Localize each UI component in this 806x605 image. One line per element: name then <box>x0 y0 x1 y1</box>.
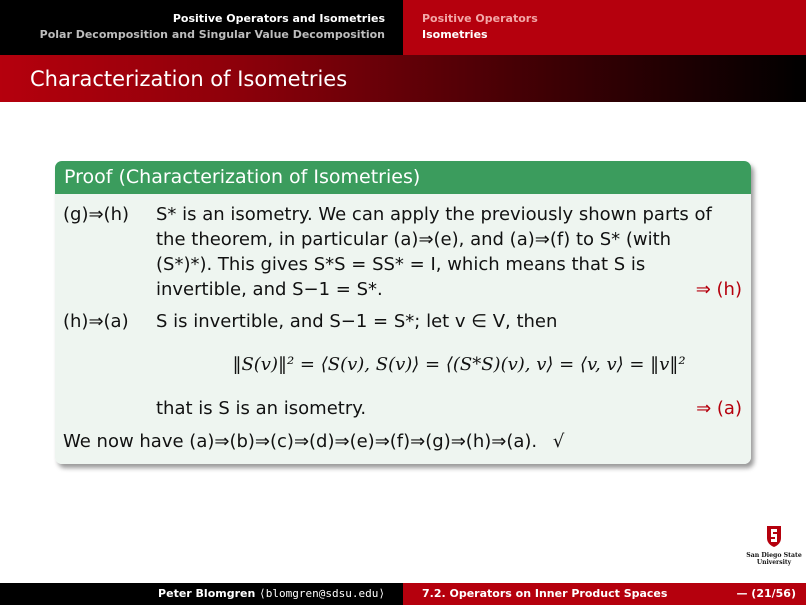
headline-sections <box>0 0 403 55</box>
headline <box>0 0 806 55</box>
proof-block-body <box>55 194 751 464</box>
step-label-h-a: (h)⇒(a) <box>63 311 129 332</box>
footer-author: Peter Blomgren <box>158 587 256 600</box>
nav-section-polar-decomposition[interactable]: Polar Decomposition and Singular Value Decomposition <box>39 28 385 41</box>
step-h-a-line-2: that is S is an isometry. <box>156 398 367 419</box>
footline <box>0 583 806 605</box>
footer-author-box <box>0 583 403 605</box>
step-h-a-line-1: S is invertible, and S−1 = S*; let v ∈ V, then <box>156 311 558 332</box>
step-g-h-line-4: invertible, and S−1 = S*. <box>156 279 383 300</box>
logo-text-line-1: San Diego State <box>746 552 802 559</box>
footer-page-number: — (21/56) <box>689 583 806 605</box>
step-h-a-conclusion: ⇒ (a) <box>696 398 742 419</box>
footer-section[interactable]: 7.2. Operators on Inner Product Spaces <box>403 583 689 605</box>
nav-subsection-positive-operators[interactable]: Positive Operators <box>422 12 538 25</box>
step-g-h-conclusion: ⇒ (h) <box>695 279 742 300</box>
proof-block-title: Proof (Characterization of Isometries) <box>55 161 751 194</box>
sdsu-logo <box>746 524 802 568</box>
nav-section-positive-operators-isometries[interactable]: Positive Operators and Isometries <box>172 12 385 25</box>
headline-subsections <box>403 0 806 55</box>
frame-title: Characterization of Isometries <box>0 55 806 102</box>
step-g-h-line-1: S* is an isometry. We can apply the previously shown parts of <box>156 204 712 225</box>
check-mark-icon: √ <box>552 431 565 452</box>
proof-block <box>55 161 751 464</box>
step-g-h-line-2: the theorem, in particular (a)⇒(e), and (a)⇒(f) to S* (with <box>156 229 672 250</box>
nav-subsection-isometries[interactable]: Isometries <box>422 28 488 41</box>
step-g-h-line-3: (S*)*). This gives S*S = SS* = I, which means that S is <box>156 254 646 275</box>
isometry-norm-equation: ‖S(v)‖² = ⟨S(v), S(v)⟩ = ⟨(S*S)(v), v⟩ = ⟨v, v⟩ = ‖v‖² <box>232 354 686 375</box>
step-label-g-h: (g)⇒(h) <box>63 204 130 225</box>
sdsu-logo-mark <box>746 524 802 568</box>
logo-text-line-2: University <box>756 559 792 566</box>
footer-email[interactable]: ⟨blomgren@sdsu.edu⟩ <box>259 587 385 600</box>
sdsu-s-monogram-icon <box>771 529 777 542</box>
summary-text: We now have (a)⇒(b)⇒(c)⇒(d)⇒(e)⇒(f)⇒(g)⇒(h)⇒(a). <box>63 431 538 452</box>
proof-summary <box>63 429 564 454</box>
